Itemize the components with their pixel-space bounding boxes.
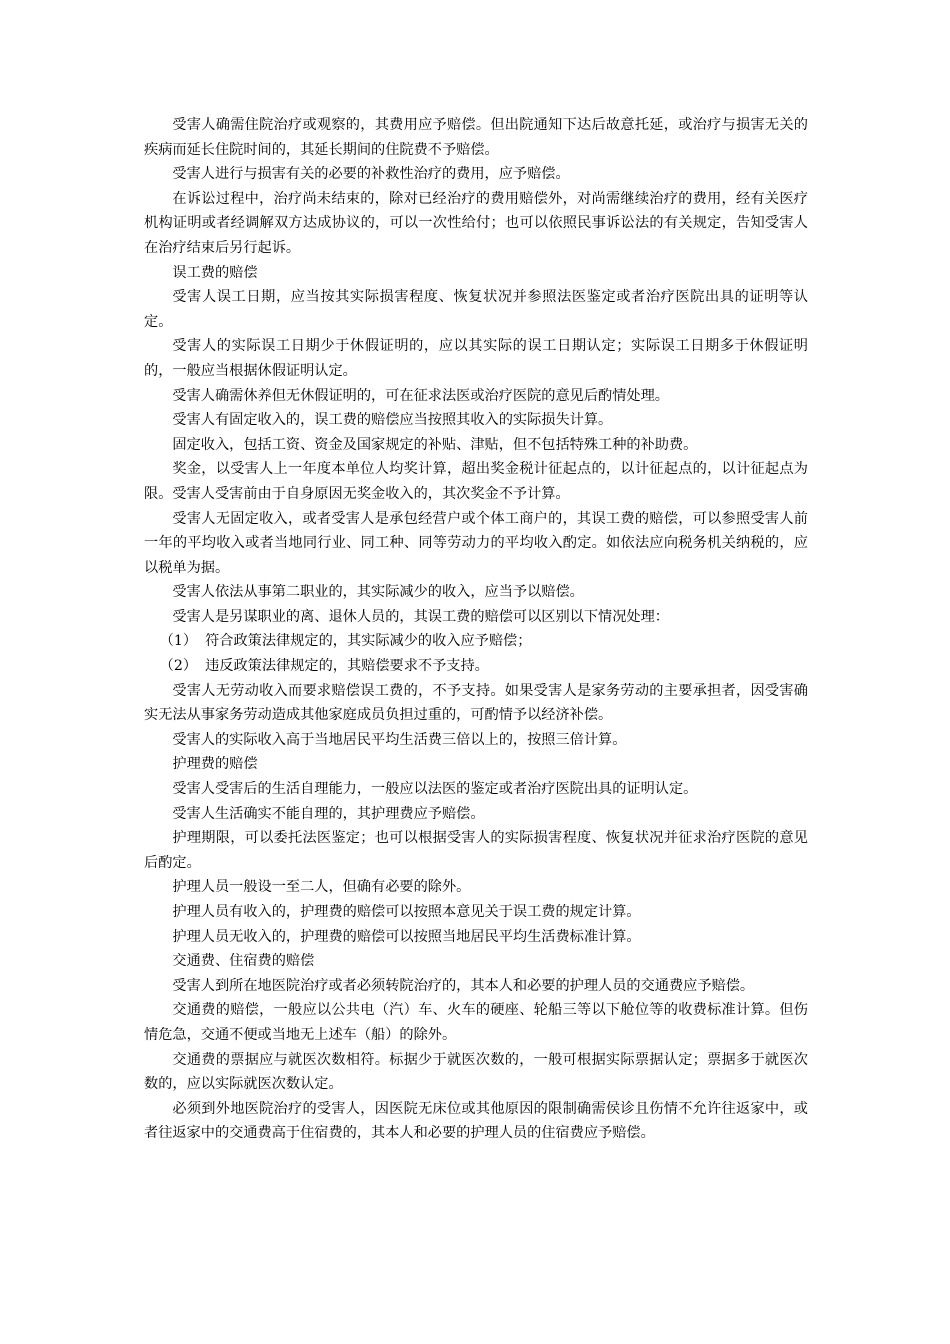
paragraph: 受害人是另谋职业的离、退休人员的，其误工费的赔偿可以区别以下情况处理： (172, 608, 669, 625)
paragraph: 受害人生活确实不能自理的，其护理费应予赔偿。 (172, 805, 485, 822)
paragraph: 受害人有固定收入的，误工费的赔偿应当按照其收入的实际损失计算。 (172, 412, 613, 429)
paragraph: 受害人到所在地医院治疗或者必须转院治疗的，其本人和必要的护理人员的交通费应予赔偿。 (172, 977, 755, 994)
paragraph: 受害人受害后的生活自理能力，一般应以法医的鉴定或者治疗医院出具的证明认定。 (172, 781, 698, 798)
paragraph: 受害人进行与损害有关的必要的补救性治疗的费用，应予赔偿。 (172, 166, 570, 183)
paragraph: 受害人的实际收入高于当地居民平均生活费三倍以上的，按照三倍计算。 (172, 731, 627, 748)
document-page (144, 113, 808, 1146)
paragraph: 护理期限，可以委托法医鉴定；也可以根据受害人的实际损害程度、恢复状况并征求治疗医院的意见后酌定。 (144, 830, 808, 871)
paragraph: 护理人员有收入的，护理费的赔偿可以按照本意见关于误工费的规定计算。 (172, 904, 641, 920)
paragraph: 在诉讼过程中，治疗尚未结束的，除对已经治疗的费用赔偿外，对尚需继续治疗的费用，经有关医疗机构证明或者经调解双方达成协议的，可以一次性给付；也可以依照民事诉讼法的有关规定，告知受害人在治疗结束后另行起诉。 (144, 190, 808, 256)
section-heading-transport-lodging: 交通费、住宿费的赔偿 (172, 953, 315, 970)
list-item-number: （1） (159, 633, 198, 650)
paragraph: 护理人员无收入的，护理费的赔偿可以按照当地居民平均生活费标准计算。 (172, 928, 641, 945)
list-item-text: 符合政策法律规定的，其实际减少的收入应予赔偿； (205, 633, 532, 650)
paragraph: 受害人无固定收入，或者受害人是承包经营户或个体工商户的，其误工费的赔偿，可以参照受害人前一年的平均收入或者当地同行业、同工种、同等劳动力的平均收入酌定。如依法应向税务机关纳税的，应以税单为据。 (144, 510, 808, 576)
list-item (144, 654, 808, 679)
paragraph: 交通费的票据应与就医次数相符。标据少于就医次数的，一般可根据实际票据认定；票据多于就医次数的，应以实际就医次数认定。 (144, 1051, 808, 1093)
paragraph: 交通费的赔偿，一般应以公共电（汽）车、火车的硬座、轮船三等以下舱位等的收费标准计算。但伤情危急，交通不便或当地无上述车（船）的除外。 (144, 1002, 808, 1043)
paragraph: 受害人确需休养但无休假证明的，可在征求法医或治疗医院的意见后酌情处理。 (172, 387, 669, 404)
paragraph: 受害人确需住院治疗或观察的，其费用应予赔偿。但出院通知下达后故意托延，或治疗与损害无关的疾病而延长住院时间的，其延长期间的住院费不予赔偿。 (144, 117, 808, 158)
list-item-text: 违反政策法律规定的，其赔偿要求不予支持。 (205, 658, 489, 675)
paragraph: 受害人依法从事第二职业的，其实际减少的收入，应当予以赔偿。 (172, 584, 584, 601)
section-heading-nursing-fee: 护理费的赔偿 (172, 756, 258, 773)
section-heading-lost-wages: 误工费的赔偿 (172, 264, 258, 281)
list-item (144, 629, 808, 654)
list-item-number: （2） (159, 658, 198, 675)
paragraph: 固定收入，包括工资、资金及国家规定的补贴、津贴，但不包括特殊工种的补助费。 (172, 436, 698, 453)
paragraph: 受害人的实际误工日期少于休假证明的，应以其实际的误工日期认定；实际误工日期多于休假证明的，一般应当根据休假证明认定。 (144, 338, 808, 379)
paragraph: 护理人员一般设一至二人，但确有必要的除外。 (172, 879, 471, 896)
paragraph: 必须到外地医院治疗的受害人，因医院无床位或其他原因的限制确需侯诊且伤情不允许往返家中，或者往返家中的交通费高于住宿费的，其本人和必要的护理人员的住宿费应予赔偿。 (144, 1100, 808, 1142)
paragraph: 受害人无劳动收入而要求赔偿误工费的，不予支持。如果受害人是家务劳动的主要承担者，因受害确实无法从事家务劳动造成其他家庭成员负担过重的，可酌情予以经济补偿。 (144, 682, 808, 724)
paragraph: 受害人误工日期，应当按其实际损害程度、恢复状况并参照法医鉴定或者治疗医院出具的证明等认定。 (144, 289, 808, 330)
paragraph: 奖金，以受害人上一年度本单位人均奖计算，超出奖金税计征起点的，以计征起点的，以计征起点为限。受害人受害前由于自身原因无奖金收入的，其次奖金不予计算。 (144, 461, 808, 502)
